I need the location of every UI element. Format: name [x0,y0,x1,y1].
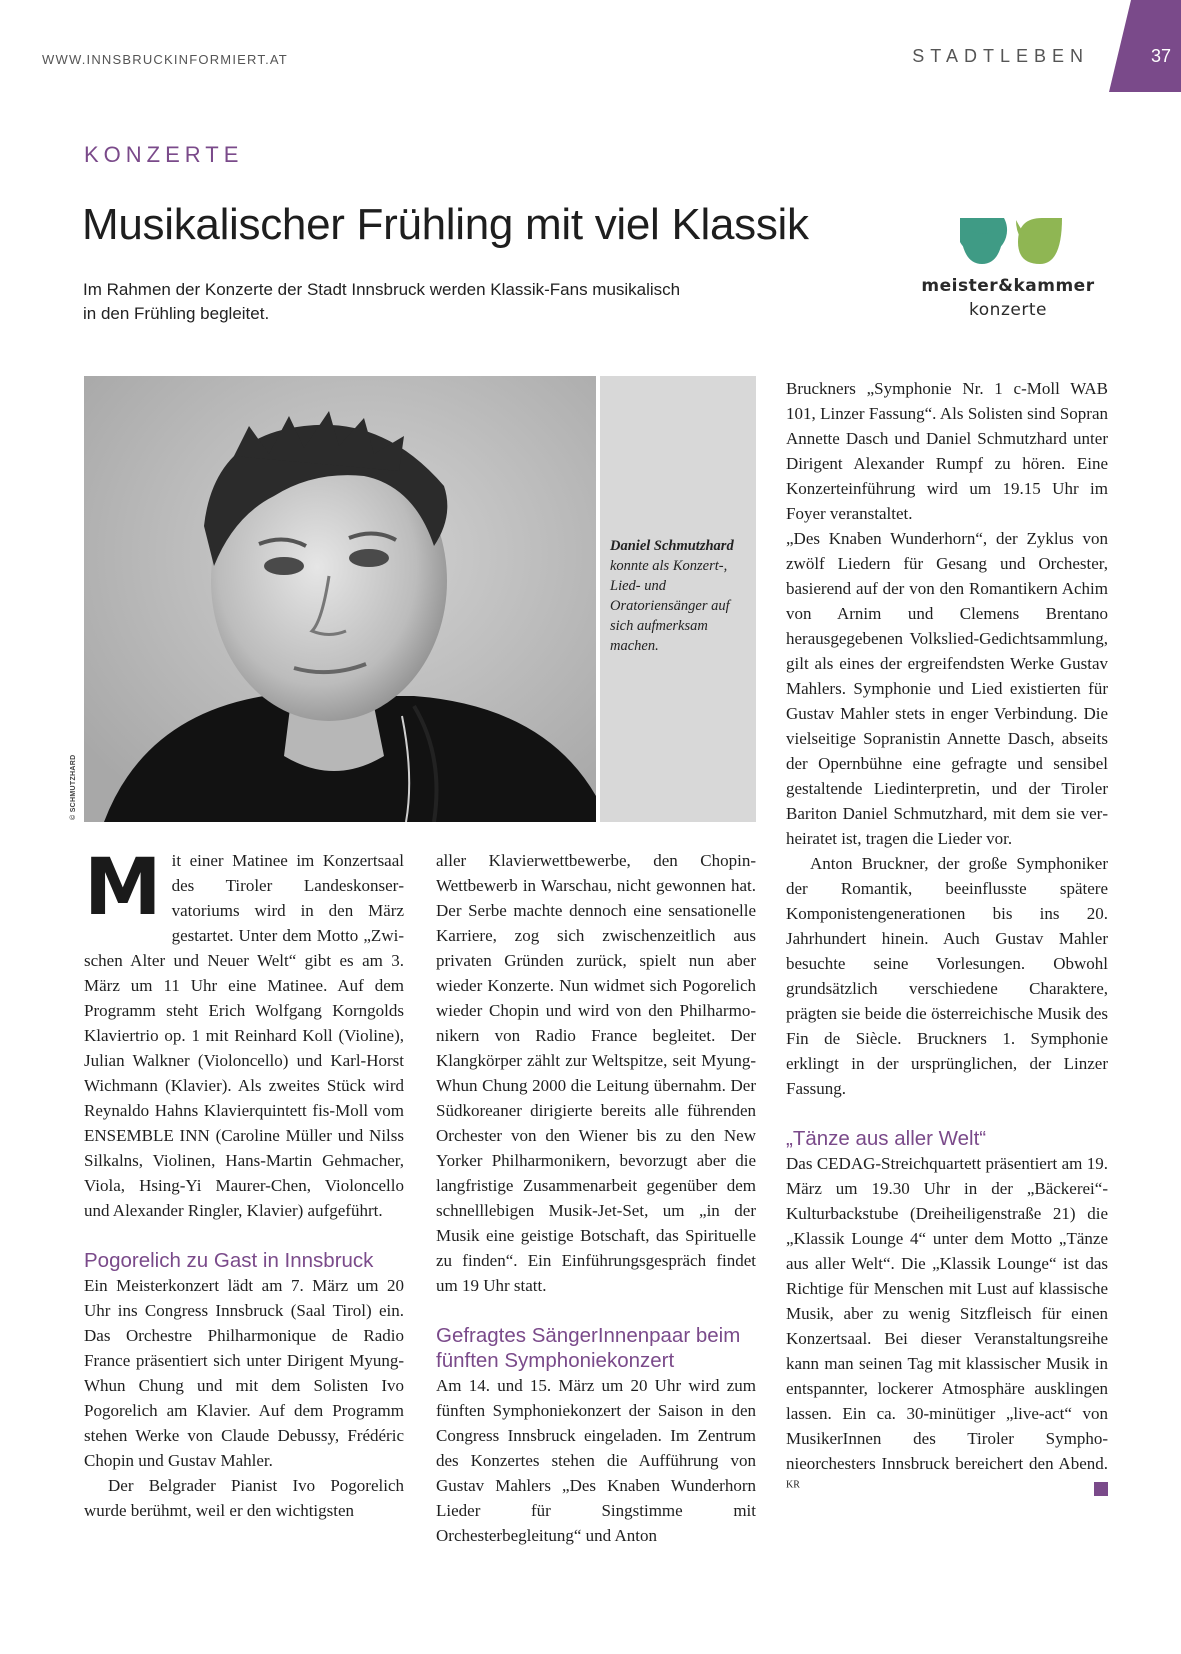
caption-name: Daniel Schmutzhard [610,538,734,554]
article-intro [83,278,753,326]
logo-name: meister&kammer [921,276,1095,296]
column-2 [436,848,756,1548]
portrait-photo [84,376,596,822]
section-name: STADTLEBEN [912,46,1089,66]
paragraph-3: Der Belgrader Pianist Ivo Pogorelich wurde berühmt, weil er den wichtigsten [84,1476,404,1520]
paragraph-7-text: Das CEDAG-Streichquartett präsentiert am 19. März um 19.30 Uhr in der „Bäckerei“-Kulturbackstube (Dreiheiligenstraße 21) die „Klassik Lounge 4“ unter dem Motto „Tänze aus aller Welt“. Die „Klassik Lounge“ ist das Richtige für Menschen mit Lust auf klassische Musik, aber zu wenig Sitzfleisch für einen Konzertsaal. Bei dieser Veranstaltungsreihe kann man seinen Tag mit klassischer Musik in entspannter, lockerer Atmosphäre ausklingen lassen. Ein ca. 30-minütiger „live-act“ von MusikerInnen des Tiroler Symphonieorchesters Innsbruck bereichert den Abend. [786,1154,1108,1473]
article-title: Musikalischer Frühling mit viel Klassik [82,200,809,249]
drop-cap: M [84,843,162,933]
logo-subtitle: konzerte [969,300,1047,320]
paragraph-6: Anton Bruckner, der große Symphoniker der Romantik, beeinflusste spätere Komponistengenerationen bis ins 20. Jahrhundert hinein. Auch Gustav Mahler besuchte seine Vorlesungen. Obwohl grundsätzlich verschiedene Charaktere, prägten sie beide die österreichische Musik des Fin de Siècle. Bruckners 1. Symphonie erklingt in der ursprünglichen, der Linzer Fassung. [786,854,1108,1098]
column-3 [786,376,1108,1501]
paragraph-1 [84,843,404,1223]
author-initials: KR [786,1479,800,1491]
end-mark [1094,1482,1108,1496]
caption-box [600,376,756,822]
subheading-symphoniekonzert: Gefragtes SängerInnenpaar beim fünften Symphoniekonzert [436,1324,741,1372]
meister-kammer-logo [908,212,1108,322]
column-1 [84,843,404,1523]
paragraph-5: „Des Knaben Wunderhorn“, der Zyklus von zwölf Liedern für Gesang und Orchester, basierend auf der von den Romantikern Achim von Arnim und Clemens Brentano herausgegebenen Volkslied-Gedichtsammlung, gilt als eines der ergreifendsten Werke Gustav Mahlers. Symphonie und Lied existierten für Gustav Mahler stets in enger Verbindung. Die vielseitige Sopranistin Annette Dasch, abseits der Opernbühne eine gefragte und sensibel gestaltende Liedinterpretin, und der Tiroler Bariton Daniel Schmutzhard, mit dem sie verheiratet ist, tragen die Lieder vor. [786,529,1108,848]
portrait-illustration [84,376,596,822]
site-url: WWW.INNSBRUCKINFORMIERT.AT [42,52,288,67]
paragraph-4: Am 14. und 15. März um 20 Uhr wird zum fünften Symphoniekonzert der Saison in den Congress Innsbruck eingeladen. Im Zentrum des Konzertes stehen die Aufführung von Gustav Mahlers „Des Knaben Wunderhorn Lieder für Singstimme mit Orchesterbegleitung“ und Anton [436,1376,756,1545]
page-number: 37 [1150,46,1171,66]
leaf-logo-icon [956,212,1066,270]
subheading-pogorelich: Pogorelich zu Gast in Innsbruck [84,1249,374,1272]
paragraph-3-continued: aller Klavierwettbewerbe, den Chopin-Wettbewerb in Warschau, nicht gewonnen hat. Der Serbe machte dennoch eine sensationelle Karriere, zog sich zwischenzeitlich aus privaten Gründen zurück, spielt nun aber wieder Konzerte. Nun widmet sich Pogorelich wieder Chopin und wird von den Philharmonikern von Radio France begleitet. Der Klangkörper zählt zur Weltspitze, seit Myung-Whun Chung 2000 die Leitung übernahm. Der Südkoreaner dirigierte bereits alle führenden Orchester von den Wiener bis zu den New Yorker Philharmonikern, bevorzugt aber die langfristige Zusammenarbeit gegenüber dem schnelllebigen Musik-Jet-Set, um „in der Musik eine geistige Botschaft, das Spirituelle zu finden“. Ein Einführungsgespräch findet um 19 Uhr statt. [436,851,756,1295]
photo-caption [610,536,750,656]
intro-line-2: in den Frühling begleitet. [83,304,270,323]
paragraph-4-continued: Bruckners „Symphonie Nr. 1 c-Moll WAB 101, Linzer Fassung“. Als Solisten sind Sopran Annette Dasch und Daniel Schmutzhard unter Dirigent Alexander Rumpf zu hören. Eine Konzerteinführung wird um 19.15 Uhr im Foyer veranstaltet. [786,379,1108,523]
paragraph-2: Ein Meisterkonzert lädt am 7. März um 20 Uhr ins Congress Innsbruck (Saal Tirol) ein. Das Orchestre Philharmonique de Radio France präsentiert sich unter Dirigent Myung-Whun Chung und mit dem Solisten Ivo Pogorelich am Klavier. Auf dem Programm stehen Werke von Claude Debussy, Frédéric Chopin und Gustav Mahler. [84,1276,404,1470]
article-kicker: KONZERTE [84,142,244,167]
paragraph-7 [786,1151,1108,1501]
photo-credit: © SCHMUTZHARD [70,754,77,820]
caption-text: konnte als Konzert-, Lied- und Oratoriensänger auf sich aufmerksam machen. [610,558,730,654]
intro-line-1: Im Rahmen der Konzerte der Stadt Innsbruck werden Klassik-Fans musikalisch [83,280,681,299]
subheading-taenze: „Tänze aus aller Welt“ [786,1127,987,1150]
paragraph-1-text: it einer Matinee im Konzertsaal des Tiroler Landeskonservatoriums wird in den März gestartet. Unter dem Motto „Zwischen Alter und Neuer Welt“ gibt es am 3. März um 11 Uhr eine Matinee. Auf dem Programm steht Erich Wolfgang Korngolds Klaviertrio op. 1 mit Reinhard Koll (Violine), Julian Walkner (Violoncello) und Karl-Horst Wichmann (Klavier). Als zweites Stück wird Reynaldo Hahns Klavierquintett fis-Moll vom ENSEMBLE INN (Caroline Müller und Nilss Silkalns, Violinen, Hans-Martin Gehmacher, Viola, Hsing-Yi Maurer-Chen, Violoncello und Alexander Ringler, Klavier) aufgeführt. [84,851,404,1220]
